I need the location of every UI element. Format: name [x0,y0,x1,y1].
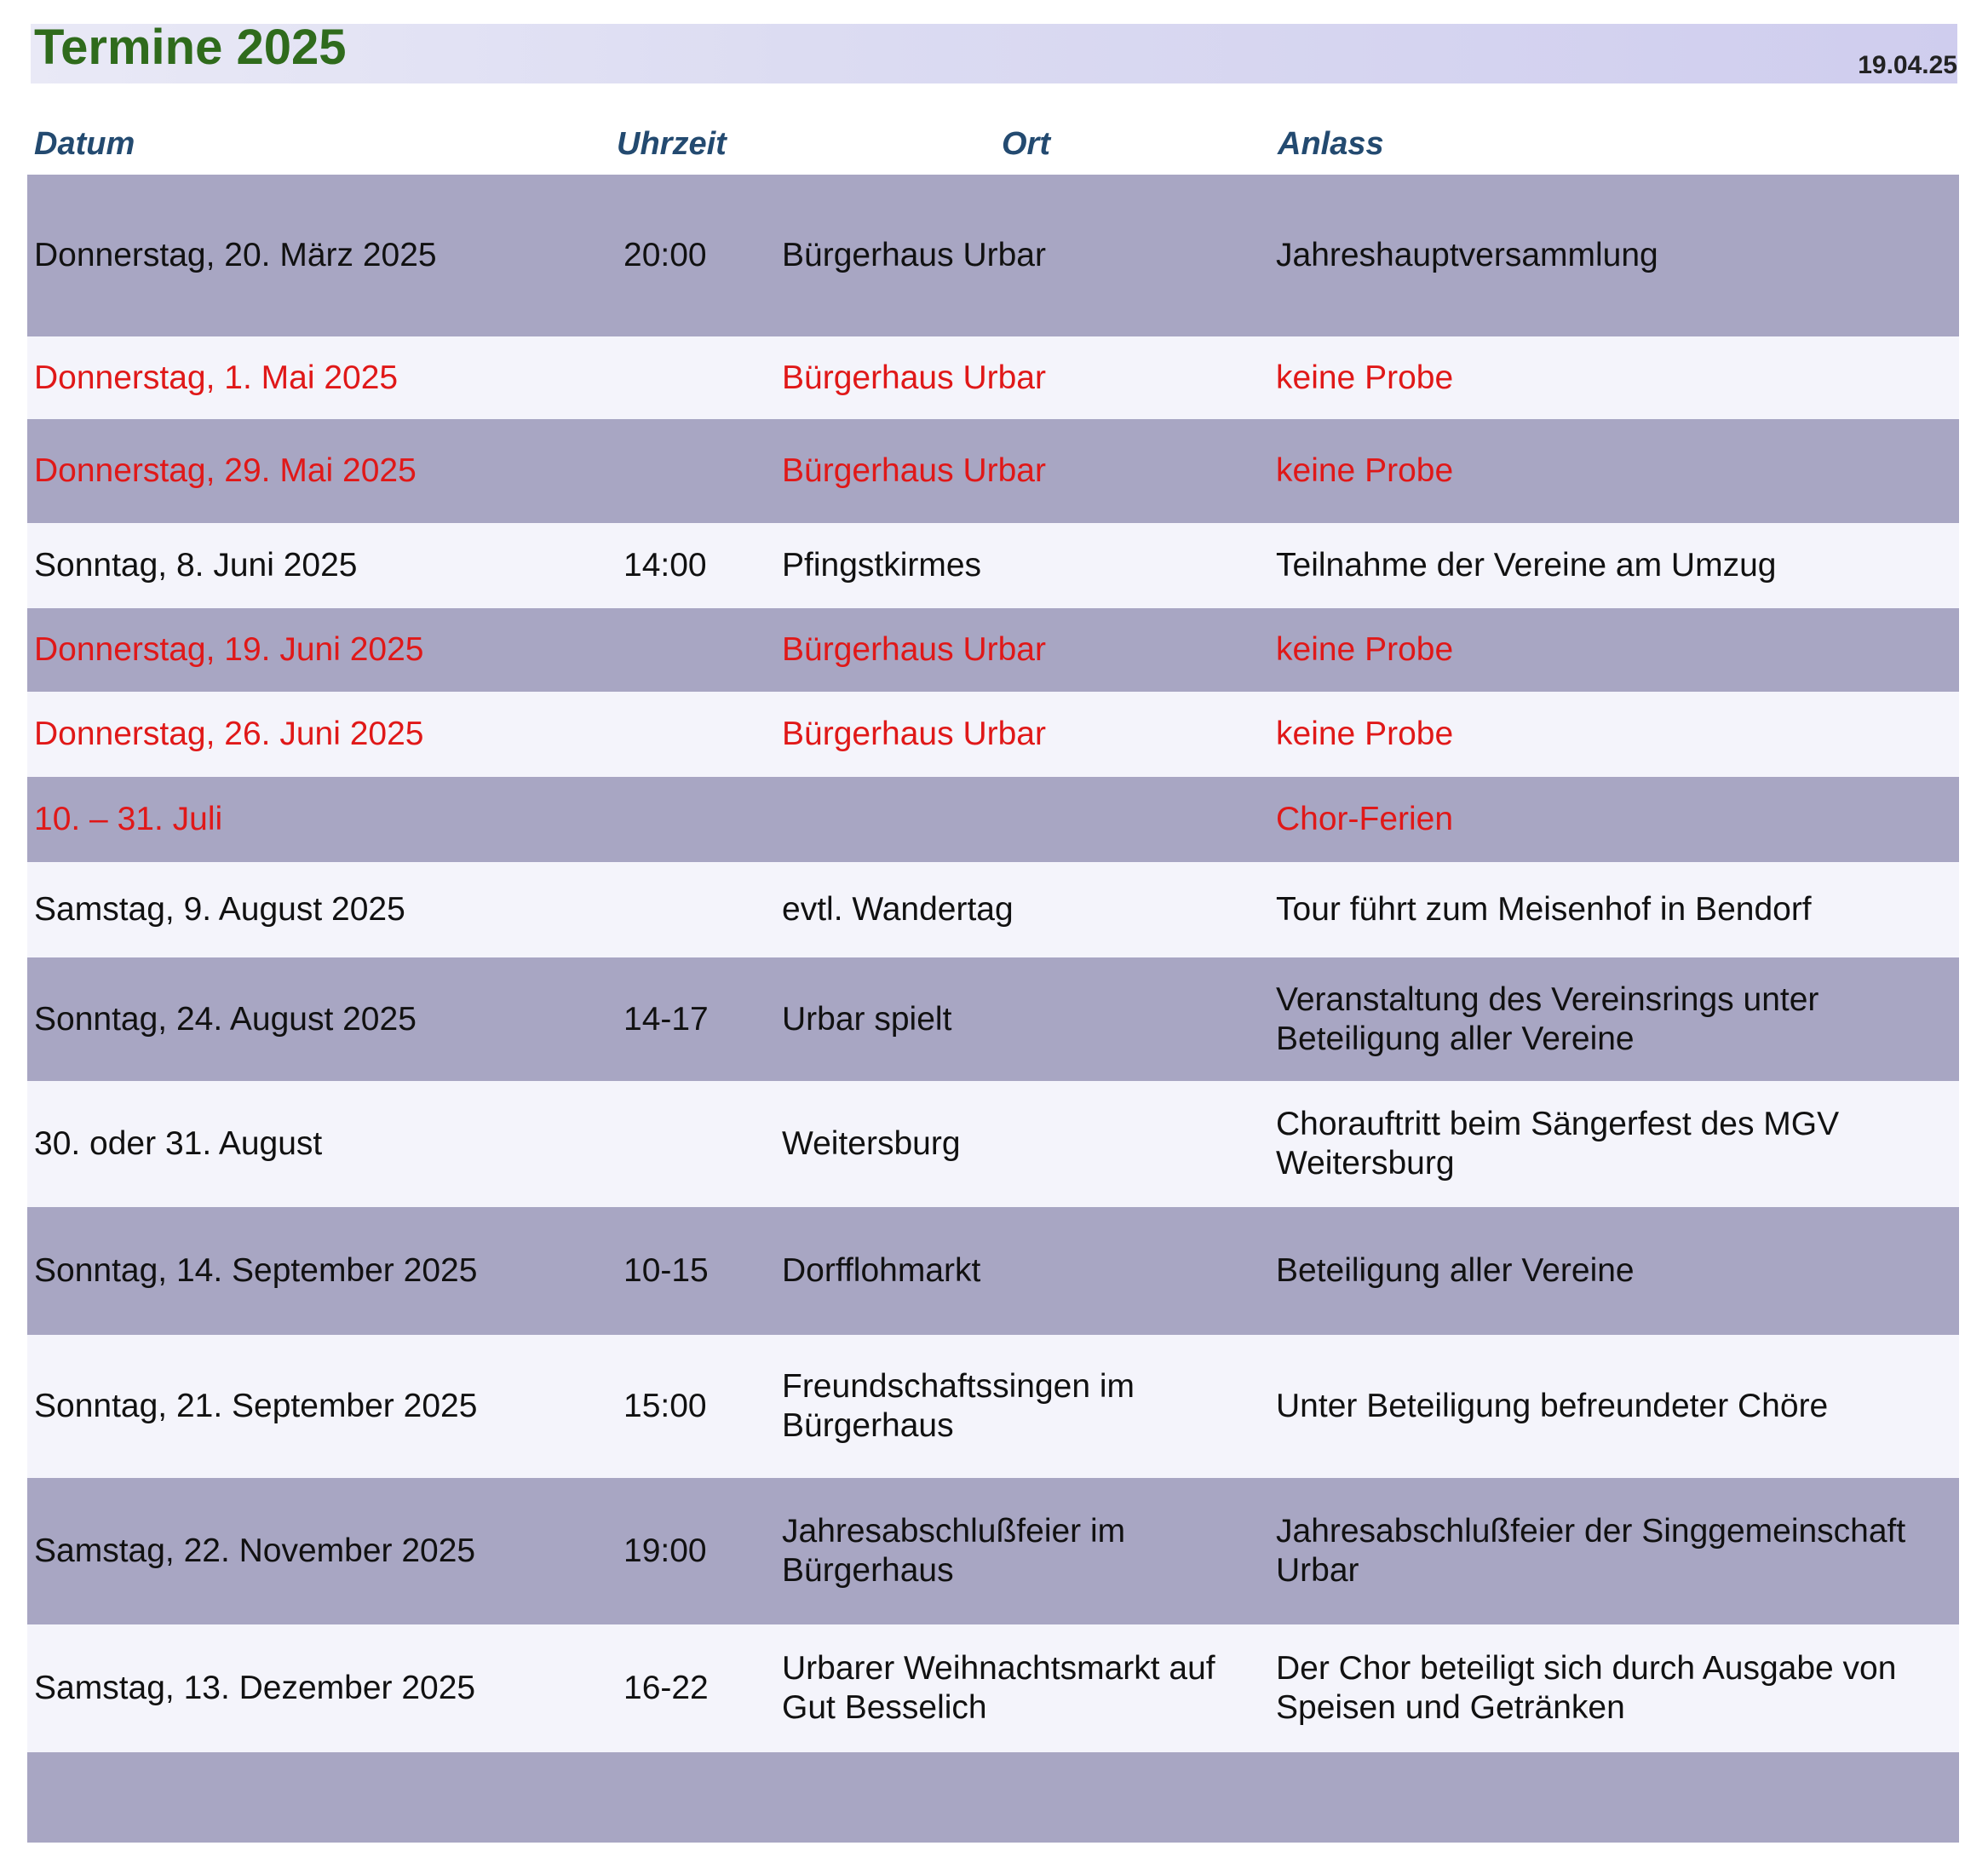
cell-uhrzeit: 15:00 [623,1388,707,1424]
cell-anlass: Teilnahme der Vereine am Umzug [1276,547,1777,584]
cell-anlass: keine Probe [1276,716,1454,752]
cell-datum: Sonntag, 14. September 2025 [34,1252,478,1289]
cell-ort: Bürgerhaus Urbar [782,716,1046,752]
cell-datum: Samstag, 9. August 2025 [34,891,405,928]
table-row [27,1624,1959,1752]
column-header-anlass: Anlass [1278,126,1384,162]
schedule-table [27,175,1959,1843]
cell-datum: Donnerstag, 1. Mai 2025 [34,359,399,396]
cell-anlass: Jahreshauptversammlung [1276,237,1658,273]
cell-ort: evtl. Wandertag [782,891,1014,928]
table-row [27,692,1959,777]
cell-uhrzeit: 10-15 [623,1252,709,1289]
cell-datum: 30. oder 31. August [34,1125,323,1162]
table-row [27,175,1959,336]
cell-datum: Donnerstag, 26. Juni 2025 [34,716,424,752]
cell-uhrzeit: 16-22 [623,1670,709,1706]
cell-uhrzeit: 14:00 [623,547,707,584]
cell-ort: Weitersburg [782,1125,961,1162]
cell-datum: Donnerstag, 19. Juni 2025 [34,631,424,668]
print-date: 19.04.25 [1858,51,1957,79]
table-row [27,419,1959,523]
cell-datum: Sonntag, 21. September 2025 [34,1388,478,1424]
table-row [27,336,1959,419]
table-row [27,957,1959,1081]
cell-anlass: Beteiligung aller Vereine [1276,1252,1635,1289]
table-row [27,1478,1959,1624]
cell-datum: Sonntag, 24. August 2025 [34,1000,417,1038]
table-row [27,1207,1959,1335]
column-header-datum: Datum [34,126,135,162]
table-row-empty [27,1752,1959,1843]
cell-ort: Bürgerhaus Urbar [782,237,1046,273]
cell-anlass: Chorauftritt beim Sängerfest des MGV Weitersburg [1276,1106,1840,1182]
cell-ort: Urbar spielt [782,1000,952,1038]
cell-datum: Donnerstag, 20. März 2025 [34,237,437,273]
cell-ort: Jahresabschlußfeier im Bürgerhaus [782,1513,1126,1589]
table-row [27,608,1959,692]
cell-uhrzeit: 19:00 [623,1532,707,1569]
cell-anlass: Der Chor beteiligt sich durch Ausgabe von Speisen und Getränken [1276,1650,1897,1726]
table-row [27,523,1959,608]
cell-datum: 10. – 31. Juli [34,801,223,837]
cell-datum: Sonntag, 8. Juni 2025 [34,547,358,584]
cell-ort: Bürgerhaus Urbar [782,452,1046,489]
table-row [27,862,1959,957]
cell-anlass: Veranstaltung des Vereinsrings unter Beteiligung aller Vereine [1276,980,1819,1057]
cell-ort: Freundschaftssingen im Bürgerhaus [782,1368,1135,1444]
table-row [27,777,1959,862]
cell-uhrzeit: 14-17 [623,1000,709,1038]
cell-anlass: Chor-Ferien [1276,801,1454,837]
cell-datum: Samstag, 13. Dezember 2025 [34,1670,476,1706]
cell-anlass: Tour führt zum Meisenhof in Bendorf [1276,891,1812,928]
cell-anlass: keine Probe [1276,631,1454,668]
cell-ort: Bürgerhaus Urbar [782,631,1046,668]
cell-anlass: keine Probe [1276,359,1454,396]
cell-ort: Dorfflohmarkt [782,1252,981,1289]
table-row [27,1081,1959,1207]
cell-anlass: Jahresabschlußfeier der Singgemeinschaft Urbar [1276,1513,1906,1589]
cell-ort: Pfingstkirmes [782,547,982,584]
column-header-uhrzeit: Uhrzeit [617,126,727,162]
cell-datum: Samstag, 22. November 2025 [34,1532,476,1569]
cell-datum: Donnerstag, 29. Mai 2025 [34,452,417,489]
cell-anlass: Unter Beteiligung befreundeter Chöre [1276,1388,1829,1424]
cell-anlass: keine Probe [1276,452,1454,489]
column-header-ort: Ort [1002,126,1050,162]
cell-ort: Bürgerhaus Urbar [782,359,1046,396]
cell-ort: Urbarer Weihnachtsmarkt auf Gut Besselich [782,1650,1215,1726]
cell-uhrzeit: 20:00 [623,237,707,273]
table-row [27,1335,1959,1478]
page-title: Termine 2025 [34,20,347,75]
